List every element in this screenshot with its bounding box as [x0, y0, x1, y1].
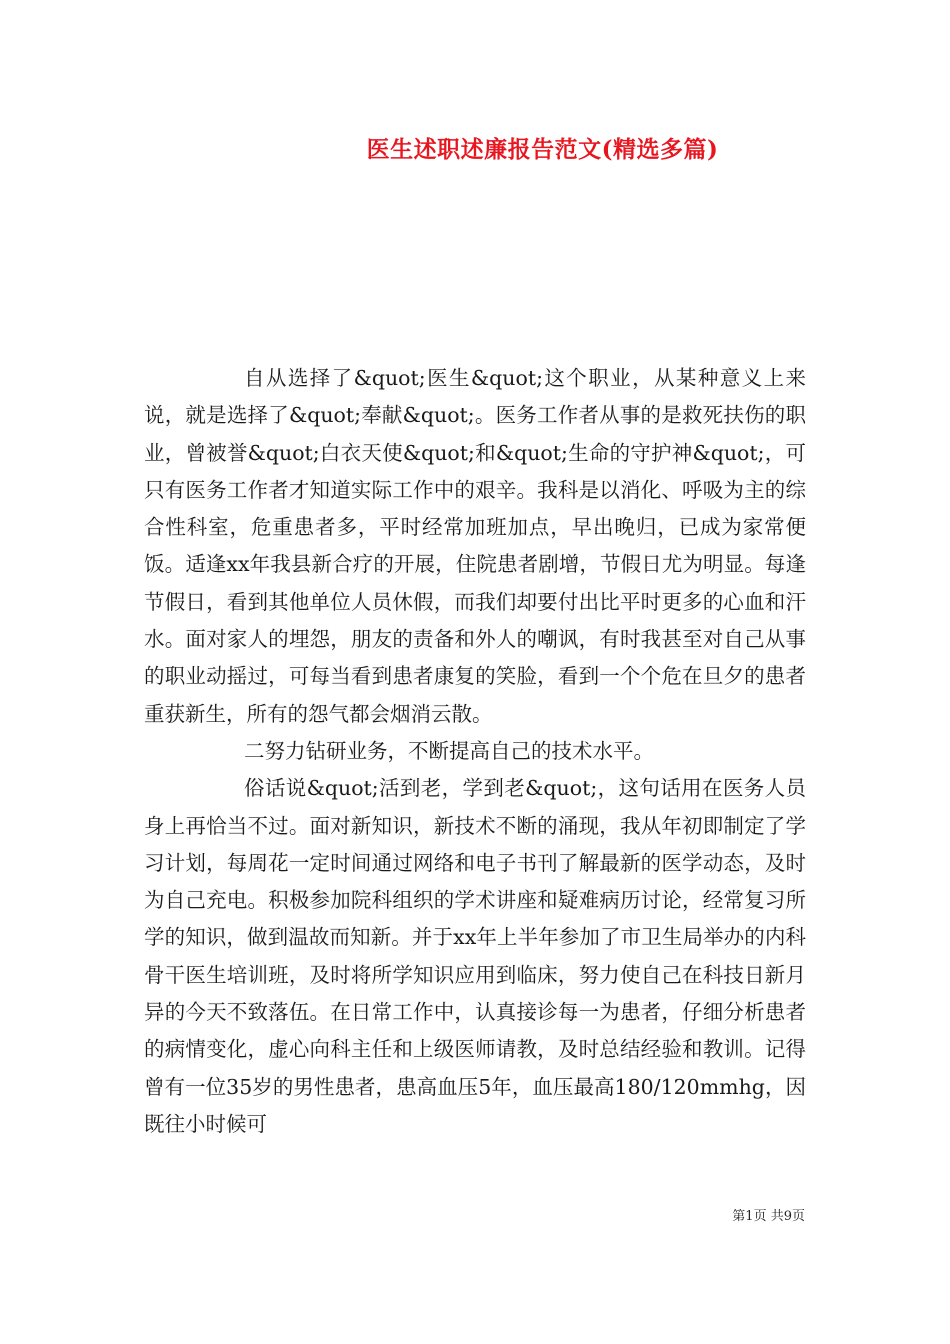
- document-title: 医生述职述廉报告范文(精选多篇): [366, 136, 719, 163]
- footer-total-pages: 9: [783, 1209, 792, 1224]
- paragraph-2: 二努力钻研业务，不断提高自己的技术水平。: [244, 738, 654, 763]
- paragraph-1: 自从选择了&quot;医生&quot;这个职业，从某种意义上来说，就是选择了&quot;奉献&quot;。医务工作者从事的是救死扶伤的职业，曾被誉&quot;白衣天使&quot;和&quot;生命的守护神&quot;，可只有医务工作者才知道实际工作中的艰辛。我科是以消化、呼吸为主的综合性科室，危重患者多，平时经常加班加点，早出晚归，已成为家常便饭。适逢xx年我县新合疗的开展，住院患者剧增，节假日尤为明显。每逢节假日，看到其他单位人员休假，而我们却要付出比平时更多的心血和汗水。面对家人的埋怨，朋友的责备和外人的嘲讽，有时我甚至对自己从事的职业动摇过，可每当看到患者康复的笑脸，看到一个个危在旦夕的患者重获新生，所有的怨气都会烟消云散。: [144, 366, 806, 726]
- footer-suffix: 页: [791, 1209, 805, 1224]
- footer-middle: 页 共: [753, 1209, 784, 1224]
- paragraph-3: 俗话说&quot;活到老，学到老&quot;，这句话用在医务人员身上再恰当不过。面对新知识，新技术不断的涌现，我从年初即制定了学习计划，每周花一定时间通过网络和电子书刊了解最新的医学动态，及时为自己充电。积极参加院科组织的学术讲座和疑难病历讨论，经常复习所学的知识，做到温故而知新。并于xx年上半年参加了市卫生局举办的内科骨干医生培训班，及时将所学知识应用到临床，努力使自己在科技日新月异的今天不致落伍。在日常工作中，认真接诊每一为患者，仔细分析患者的病情变化，虚心向科主任和上级医师请教，及时总结经验和教训。记得曾有一位35岁的男性患者，患高血压5年，血压最高180/120mmhg，因既往小时候可: [144, 776, 806, 1136]
- page-number-footer: [732, 1205, 805, 1224]
- document-body: [144, 360, 806, 1143]
- footer-prefix: 第: [732, 1209, 746, 1224]
- footer-current-page: 1: [745, 1209, 754, 1224]
